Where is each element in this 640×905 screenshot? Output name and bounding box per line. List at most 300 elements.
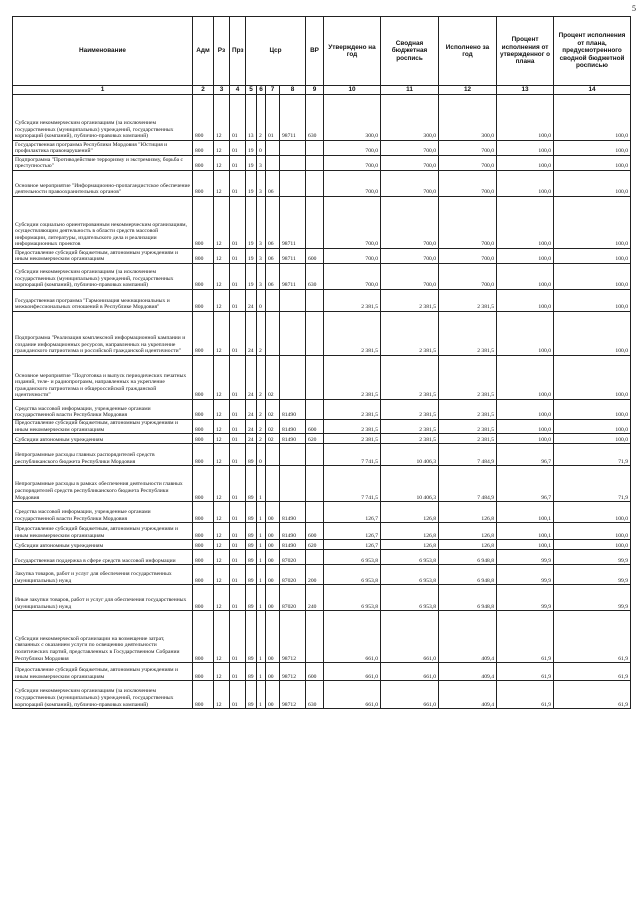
row-csr-subprogram: 1 bbox=[257, 585, 266, 611]
row-pct-plan: 100,0 bbox=[497, 420, 554, 434]
row-adm: 800 bbox=[193, 565, 214, 585]
row-summary: 2 381,5 bbox=[381, 356, 439, 400]
row-pct-summary: 61,9 bbox=[554, 663, 631, 681]
row-summary: 6 953,8 bbox=[381, 550, 439, 565]
row-csr-activity: 01 bbox=[266, 95, 280, 141]
row-approved: 700,0 bbox=[324, 141, 381, 156]
row-pct-summary: 100,0 bbox=[554, 197, 631, 249]
row-prz: 01 bbox=[230, 156, 246, 171]
budget-table bbox=[12, 16, 631, 709]
row-name: Непрограммные расходы в рамках обеспечения деятельности главных распорядителей средств республиканского бюджета Республики Мордовия bbox=[13, 466, 193, 502]
row-prz: 01 bbox=[230, 540, 246, 550]
row-prz: 01 bbox=[230, 141, 246, 156]
row-rz: 12 bbox=[214, 540, 230, 550]
row-rz: 12 bbox=[214, 523, 230, 540]
row-csr-activity: 00 bbox=[266, 681, 280, 709]
column-number: 6 bbox=[257, 86, 266, 95]
row-pct-plan: 100,0 bbox=[497, 141, 554, 156]
header-pct-summary: Процент исполнения от плана, предусмотренного сводной бюджетной росписью bbox=[554, 17, 631, 86]
row-summary: 700,0 bbox=[381, 156, 439, 171]
row-pct-summary: 100,0 bbox=[554, 312, 631, 356]
column-number: 14 bbox=[554, 86, 631, 95]
row-vr bbox=[306, 197, 324, 249]
row-csr-direction bbox=[280, 290, 306, 312]
row-prz: 01 bbox=[230, 356, 246, 400]
row-csr-activity bbox=[266, 156, 280, 171]
table-row bbox=[13, 550, 631, 565]
row-executed: 6 948,8 bbox=[439, 565, 497, 585]
row-approved: 700,0 bbox=[324, 197, 381, 249]
row-executed: 409,4 bbox=[439, 681, 497, 709]
row-csr-program: 13 bbox=[246, 95, 257, 141]
row-pct-summary: 100,0 bbox=[554, 156, 631, 171]
row-csr-program: 89 bbox=[246, 466, 257, 502]
row-rz: 12 bbox=[214, 663, 230, 681]
header-approved: Утверждено на год bbox=[324, 17, 381, 86]
row-pct-plan: 100,1 bbox=[497, 502, 554, 523]
row-executed: 409,4 bbox=[439, 663, 497, 681]
row-adm: 800 bbox=[193, 95, 214, 141]
column-number: 1 bbox=[13, 86, 193, 95]
row-csr-program: 89 bbox=[246, 663, 257, 681]
row-pct-summary: 100,0 bbox=[554, 264, 631, 290]
row-pct-plan: 99,9 bbox=[497, 585, 554, 611]
row-name: Закупка товаров, работ и услуг для обеспечения государственных (муниципальных) нужд bbox=[13, 565, 193, 585]
row-vr bbox=[306, 611, 324, 663]
row-vr bbox=[306, 312, 324, 356]
row-pct-plan: 61,9 bbox=[497, 611, 554, 663]
row-executed: 409,4 bbox=[439, 611, 497, 663]
row-csr-activity: 00 bbox=[266, 550, 280, 565]
row-csr-subprogram: 1 bbox=[257, 502, 266, 523]
row-csr-program: 24 bbox=[246, 312, 257, 356]
row-rz: 12 bbox=[214, 585, 230, 611]
row-adm: 800 bbox=[193, 466, 214, 502]
row-vr bbox=[306, 466, 324, 502]
table-row bbox=[13, 420, 631, 434]
row-pct-summary: 61,9 bbox=[554, 611, 631, 663]
row-vr: 200 bbox=[306, 565, 324, 585]
row-adm: 800 bbox=[193, 290, 214, 312]
row-csr-subprogram: 1 bbox=[257, 523, 266, 540]
row-pct-summary: 61,9 bbox=[554, 681, 631, 709]
row-adm: 800 bbox=[193, 585, 214, 611]
row-executed: 126,8 bbox=[439, 502, 497, 523]
row-approved: 661,0 bbox=[324, 611, 381, 663]
row-name: Государственная поддержка в сфере средств массовой информации bbox=[13, 550, 193, 565]
row-rz: 12 bbox=[214, 434, 230, 444]
row-summary: 2 381,5 bbox=[381, 312, 439, 356]
header-adm: Адм bbox=[193, 17, 214, 86]
table-row bbox=[13, 565, 631, 585]
row-prz: 01 bbox=[230, 249, 246, 264]
row-pct-plan: 99,9 bbox=[497, 565, 554, 585]
row-pct-summary: 100,0 bbox=[554, 290, 631, 312]
row-rz: 12 bbox=[214, 156, 230, 171]
row-vr bbox=[306, 290, 324, 312]
row-pct-plan: 100,0 bbox=[497, 400, 554, 420]
row-rz: 12 bbox=[214, 312, 230, 356]
row-pct-plan: 99,9 bbox=[497, 550, 554, 565]
row-summary: 10 406,3 bbox=[381, 444, 439, 466]
row-csr-subprogram: 2 bbox=[257, 312, 266, 356]
table-row bbox=[13, 156, 631, 171]
column-number: 5 bbox=[246, 86, 257, 95]
row-prz: 01 bbox=[230, 434, 246, 444]
row-pct-summary: 100,0 bbox=[554, 400, 631, 420]
row-csr-direction: 81490 bbox=[280, 400, 306, 420]
row-csr-direction bbox=[280, 356, 306, 400]
row-csr-activity bbox=[266, 444, 280, 466]
row-csr-activity bbox=[266, 290, 280, 312]
row-csr-direction: 87020 bbox=[280, 565, 306, 585]
column-number: 3 bbox=[214, 86, 230, 95]
row-csr-program: 24 bbox=[246, 290, 257, 312]
page-number: 5 bbox=[632, 4, 636, 13]
row-adm: 800 bbox=[193, 663, 214, 681]
row-prz: 01 bbox=[230, 264, 246, 290]
row-approved: 126,7 bbox=[324, 502, 381, 523]
row-csr-direction: 81490 bbox=[280, 523, 306, 540]
row-pct-plan: 100,0 bbox=[497, 356, 554, 400]
row-csr-direction: 81490 bbox=[280, 502, 306, 523]
table-row bbox=[13, 611, 631, 663]
table-row bbox=[13, 312, 631, 356]
row-csr-program: 89 bbox=[246, 523, 257, 540]
row-summary: 126,8 bbox=[381, 502, 439, 523]
row-csr-direction bbox=[280, 141, 306, 156]
row-csr-direction: 87020 bbox=[280, 585, 306, 611]
row-name: Субсидии некоммерческим организациям (за исключением государственных (муниципальных) учреждений, государственных корпораций (компаний), публично-правовых компаний) bbox=[13, 681, 193, 709]
row-csr-subprogram: 2 bbox=[257, 356, 266, 400]
row-approved: 661,0 bbox=[324, 663, 381, 681]
row-name: Подпрограмма "Противодействие терроризму и экстремизму, борьба с преступностью" bbox=[13, 156, 193, 171]
row-csr-activity: 00 bbox=[266, 523, 280, 540]
row-vr: 630 bbox=[306, 681, 324, 709]
row-pct-plan: 100,0 bbox=[497, 171, 554, 197]
row-csr-program: 24 bbox=[246, 356, 257, 400]
table-row bbox=[13, 95, 631, 141]
row-prz: 01 bbox=[230, 663, 246, 681]
row-pct-plan: 100,0 bbox=[497, 197, 554, 249]
row-name: Предоставление субсидий бюджетным, автономным учреждениям и иным некоммерческим организациям bbox=[13, 420, 193, 434]
row-summary: 700,0 bbox=[381, 141, 439, 156]
table-row bbox=[13, 356, 631, 400]
row-adm: 800 bbox=[193, 523, 214, 540]
row-rz: 12 bbox=[214, 264, 230, 290]
row-adm: 800 bbox=[193, 400, 214, 420]
row-vr: 600 bbox=[306, 663, 324, 681]
row-name: Субсидии некоммерческим организациям (за исключением государственных (муниципальных) учреждений, государственных корпораций (компаний), публично-правовых компаний) bbox=[13, 264, 193, 290]
row-csr-program: 19 bbox=[246, 197, 257, 249]
row-csr-subprogram: 0 bbox=[257, 290, 266, 312]
row-prz: 01 bbox=[230, 611, 246, 663]
row-csr-program: 89 bbox=[246, 565, 257, 585]
header-csr: Цср bbox=[246, 17, 306, 86]
column-number: 13 bbox=[497, 86, 554, 95]
row-adm: 800 bbox=[193, 356, 214, 400]
row-prz: 01 bbox=[230, 420, 246, 434]
row-prz: 01 bbox=[230, 565, 246, 585]
row-csr-direction: 98712 bbox=[280, 681, 306, 709]
table-row bbox=[13, 197, 631, 249]
row-csr-activity bbox=[266, 312, 280, 356]
row-csr-activity: 00 bbox=[266, 663, 280, 681]
row-rz: 12 bbox=[214, 171, 230, 197]
row-pct-summary: 100,0 bbox=[554, 171, 631, 197]
row-pct-plan: 100,1 bbox=[497, 523, 554, 540]
row-csr-subprogram: 3 bbox=[257, 197, 266, 249]
column-number: 8 bbox=[280, 86, 306, 95]
table-row bbox=[13, 523, 631, 540]
row-rz: 12 bbox=[214, 249, 230, 264]
row-pct-summary: 71,9 bbox=[554, 466, 631, 502]
row-adm: 800 bbox=[193, 171, 214, 197]
row-rz: 12 bbox=[214, 95, 230, 141]
row-name: Иные закупки товаров, работ и услуг для обеспечения государственных (муниципальных) нужд bbox=[13, 585, 193, 611]
row-vr bbox=[306, 156, 324, 171]
row-executed: 2 381,5 bbox=[439, 356, 497, 400]
row-rz: 12 bbox=[214, 444, 230, 466]
row-pct-summary: 71,9 bbox=[554, 444, 631, 466]
table-row bbox=[13, 444, 631, 466]
row-approved: 2 381,5 bbox=[324, 290, 381, 312]
row-vr bbox=[306, 444, 324, 466]
row-summary: 126,8 bbox=[381, 523, 439, 540]
row-executed: 126,8 bbox=[439, 540, 497, 550]
row-csr-direction bbox=[280, 156, 306, 171]
row-executed: 126,8 bbox=[439, 523, 497, 540]
row-pct-summary: 100,0 bbox=[554, 420, 631, 434]
row-summary: 126,8 bbox=[381, 540, 439, 550]
row-summary: 2 381,5 bbox=[381, 400, 439, 420]
header-executed: Исполнено за год bbox=[439, 17, 497, 86]
row-prz: 01 bbox=[230, 290, 246, 312]
row-pct-summary: 99,9 bbox=[554, 565, 631, 585]
row-executed: 2 381,5 bbox=[439, 434, 497, 444]
row-csr-program: 89 bbox=[246, 611, 257, 663]
row-vr bbox=[306, 356, 324, 400]
row-name: Субсидии некоммерческим организациям (за исключением государственных (муниципальных) учреждений, государственных корпораций (компаний), публично-правовых компаний) bbox=[13, 95, 193, 141]
column-number: 2 bbox=[193, 86, 214, 95]
row-adm: 800 bbox=[193, 156, 214, 171]
row-csr-program: 19 bbox=[246, 156, 257, 171]
table-row bbox=[13, 663, 631, 681]
row-pct-plan: 61,9 bbox=[497, 681, 554, 709]
row-prz: 01 bbox=[230, 400, 246, 420]
row-pct-summary: 100,0 bbox=[554, 249, 631, 264]
row-csr-subprogram: 1 bbox=[257, 565, 266, 585]
row-csr-direction: 87020 bbox=[280, 550, 306, 565]
row-approved: 2 381,5 bbox=[324, 356, 381, 400]
row-csr-activity: 00 bbox=[266, 502, 280, 523]
row-adm: 800 bbox=[193, 611, 214, 663]
table-header-row bbox=[13, 17, 631, 86]
table-row bbox=[13, 264, 631, 290]
row-prz: 01 bbox=[230, 585, 246, 611]
row-pct-summary: 99,9 bbox=[554, 550, 631, 565]
row-executed: 2 381,5 bbox=[439, 290, 497, 312]
row-adm: 800 bbox=[193, 197, 214, 249]
row-csr-activity: 00 bbox=[266, 565, 280, 585]
row-approved: 6 953,8 bbox=[324, 565, 381, 585]
row-executed: 300,0 bbox=[439, 95, 497, 141]
row-pct-plan: 100,0 bbox=[497, 156, 554, 171]
row-approved: 700,0 bbox=[324, 264, 381, 290]
row-approved: 700,0 bbox=[324, 171, 381, 197]
row-csr-subprogram: 2 bbox=[257, 95, 266, 141]
row-adm: 800 bbox=[193, 540, 214, 550]
row-adm: 800 bbox=[193, 141, 214, 156]
row-summary: 300,0 bbox=[381, 95, 439, 141]
table-row bbox=[13, 540, 631, 550]
row-csr-program: 89 bbox=[246, 502, 257, 523]
row-csr-subprogram: 0 bbox=[257, 444, 266, 466]
row-name: Государственная программа "Гармонизация межнациональных и межконфессиональных отношений в Республике Мордовия" bbox=[13, 290, 193, 312]
row-summary: 661,0 bbox=[381, 611, 439, 663]
row-csr-subprogram: 3 bbox=[257, 264, 266, 290]
row-summary: 700,0 bbox=[381, 264, 439, 290]
row-approved: 6 953,8 bbox=[324, 550, 381, 565]
row-csr-direction: 98711 bbox=[280, 95, 306, 141]
column-number: 9 bbox=[306, 86, 324, 95]
row-csr-subprogram: 3 bbox=[257, 156, 266, 171]
row-pct-plan: 100,0 bbox=[497, 290, 554, 312]
row-summary: 700,0 bbox=[381, 249, 439, 264]
row-name: Предоставление субсидий бюджетным, автономным учреждениям и иным некоммерческим организациям bbox=[13, 663, 193, 681]
row-csr-direction: 81490 bbox=[280, 434, 306, 444]
row-vr: 630 bbox=[306, 95, 324, 141]
row-vr bbox=[306, 400, 324, 420]
row-name: Субсидии социально ориентированным некоммерческим организациям, осуществляющим деятельность в области средств массовой информации, литературы, издательского дела и реализации информационных проектов bbox=[13, 197, 193, 249]
row-rz: 12 bbox=[214, 565, 230, 585]
row-name: Средства массовой информации, учрежденные органами государственной власти Республики Мордовия bbox=[13, 502, 193, 523]
row-executed: 700,0 bbox=[439, 141, 497, 156]
table-row bbox=[13, 585, 631, 611]
row-prz: 01 bbox=[230, 95, 246, 141]
row-csr-subprogram: 3 bbox=[257, 171, 266, 197]
row-executed: 700,0 bbox=[439, 171, 497, 197]
row-approved: 6 953,8 bbox=[324, 585, 381, 611]
row-name: Основное мероприятие "Подготовка и выпуск периодических печатных изданий, теле- и радиопрограмм, направленных на укрепление гражданского патриотизма и общероссийской гражданской идентичности" bbox=[13, 356, 193, 400]
row-csr-direction: 98712 bbox=[280, 663, 306, 681]
row-approved: 2 381,5 bbox=[324, 400, 381, 420]
row-csr-program: 89 bbox=[246, 550, 257, 565]
column-number: 7 bbox=[266, 86, 280, 95]
row-pct-summary: 100,0 bbox=[554, 523, 631, 540]
row-pct-summary: 100,0 bbox=[554, 141, 631, 156]
row-vr bbox=[306, 141, 324, 156]
row-pct-plan: 100,0 bbox=[497, 95, 554, 141]
row-csr-subprogram: 1 bbox=[257, 611, 266, 663]
row-rz: 12 bbox=[214, 466, 230, 502]
row-csr-activity: 06 bbox=[266, 264, 280, 290]
row-prz: 01 bbox=[230, 197, 246, 249]
row-csr-program: 19 bbox=[246, 141, 257, 156]
header-pct-plan: Процент исполнения от утвержденног о плана bbox=[497, 17, 554, 86]
row-csr-subprogram: 0 bbox=[257, 141, 266, 156]
row-csr-program: 24 bbox=[246, 420, 257, 434]
row-adm: 800 bbox=[193, 264, 214, 290]
header-summary: Сводная бюджетная роспись bbox=[381, 17, 439, 86]
row-csr-direction bbox=[280, 444, 306, 466]
row-approved: 7 741,5 bbox=[324, 466, 381, 502]
row-pct-summary: 100,0 bbox=[554, 356, 631, 400]
row-csr-subprogram: 1 bbox=[257, 681, 266, 709]
row-csr-direction: 81490 bbox=[280, 540, 306, 550]
column-number: 12 bbox=[439, 86, 497, 95]
row-adm: 800 bbox=[193, 434, 214, 444]
row-adm: 800 bbox=[193, 249, 214, 264]
row-vr: 620 bbox=[306, 540, 324, 550]
row-rz: 12 bbox=[214, 197, 230, 249]
row-rz: 12 bbox=[214, 420, 230, 434]
row-pct-plan: 100,0 bbox=[497, 434, 554, 444]
row-csr-activity bbox=[266, 141, 280, 156]
row-executed: 2 381,5 bbox=[439, 312, 497, 356]
row-csr-subprogram: 1 bbox=[257, 550, 266, 565]
row-summary: 6 953,8 bbox=[381, 565, 439, 585]
row-name: Основное мероприятие "Информационно-пропагандистское обеспечение деятельности правоохранительных органов" bbox=[13, 171, 193, 197]
table-row bbox=[13, 681, 631, 709]
row-rz: 12 bbox=[214, 400, 230, 420]
row-csr-subprogram: 2 bbox=[257, 434, 266, 444]
column-number: 11 bbox=[381, 86, 439, 95]
row-csr-subprogram: 1 bbox=[257, 663, 266, 681]
row-prz: 01 bbox=[230, 681, 246, 709]
row-name: Подпрограмма "Реализация комплексной информационной кампании и создание информационных ресурсов, направленных на укрепление гражданского патриотизма и российской гражданской идентичности" bbox=[13, 312, 193, 356]
row-pct-plan: 61,9 bbox=[497, 663, 554, 681]
row-approved: 2 381,5 bbox=[324, 312, 381, 356]
row-vr: 630 bbox=[306, 264, 324, 290]
header-vr: ВР bbox=[306, 17, 324, 86]
row-executed: 6 948,8 bbox=[439, 550, 497, 565]
row-csr-direction: 98711 bbox=[280, 197, 306, 249]
column-number: 10 bbox=[324, 86, 381, 95]
header-prz: Прз bbox=[230, 17, 246, 86]
row-csr-direction bbox=[280, 171, 306, 197]
row-csr-subprogram: 1 bbox=[257, 540, 266, 550]
row-pct-plan: 96,7 bbox=[497, 466, 554, 502]
row-rz: 12 bbox=[214, 550, 230, 565]
row-adm: 800 bbox=[193, 681, 214, 709]
row-name: Государственная программа Республики Мордовия "Юстиция и профилактика правонарушений" bbox=[13, 141, 193, 156]
row-summary: 700,0 bbox=[381, 171, 439, 197]
row-pct-summary: 100,0 bbox=[554, 540, 631, 550]
row-approved: 126,7 bbox=[324, 523, 381, 540]
table-row bbox=[13, 171, 631, 197]
table-row bbox=[13, 249, 631, 264]
row-pct-summary: 100,0 bbox=[554, 502, 631, 523]
row-rz: 12 bbox=[214, 356, 230, 400]
row-summary: 2 381,5 bbox=[381, 434, 439, 444]
row-summary: 2 381,5 bbox=[381, 420, 439, 434]
row-summary: 700,0 bbox=[381, 197, 439, 249]
row-name: Субсидии автономным учреждениям bbox=[13, 540, 193, 550]
table-row bbox=[13, 141, 631, 156]
row-csr-activity bbox=[266, 466, 280, 502]
row-executed: 2 381,5 bbox=[439, 400, 497, 420]
row-executed: 7 484,9 bbox=[439, 466, 497, 502]
row-approved: 2 381,5 bbox=[324, 434, 381, 444]
row-vr: 240 bbox=[306, 585, 324, 611]
column-number: 4 bbox=[230, 86, 246, 95]
table-row bbox=[13, 400, 631, 420]
row-approved: 7 741,5 bbox=[324, 444, 381, 466]
row-csr-program: 89 bbox=[246, 585, 257, 611]
row-csr-program: 89 bbox=[246, 681, 257, 709]
row-csr-activity: 06 bbox=[266, 249, 280, 264]
